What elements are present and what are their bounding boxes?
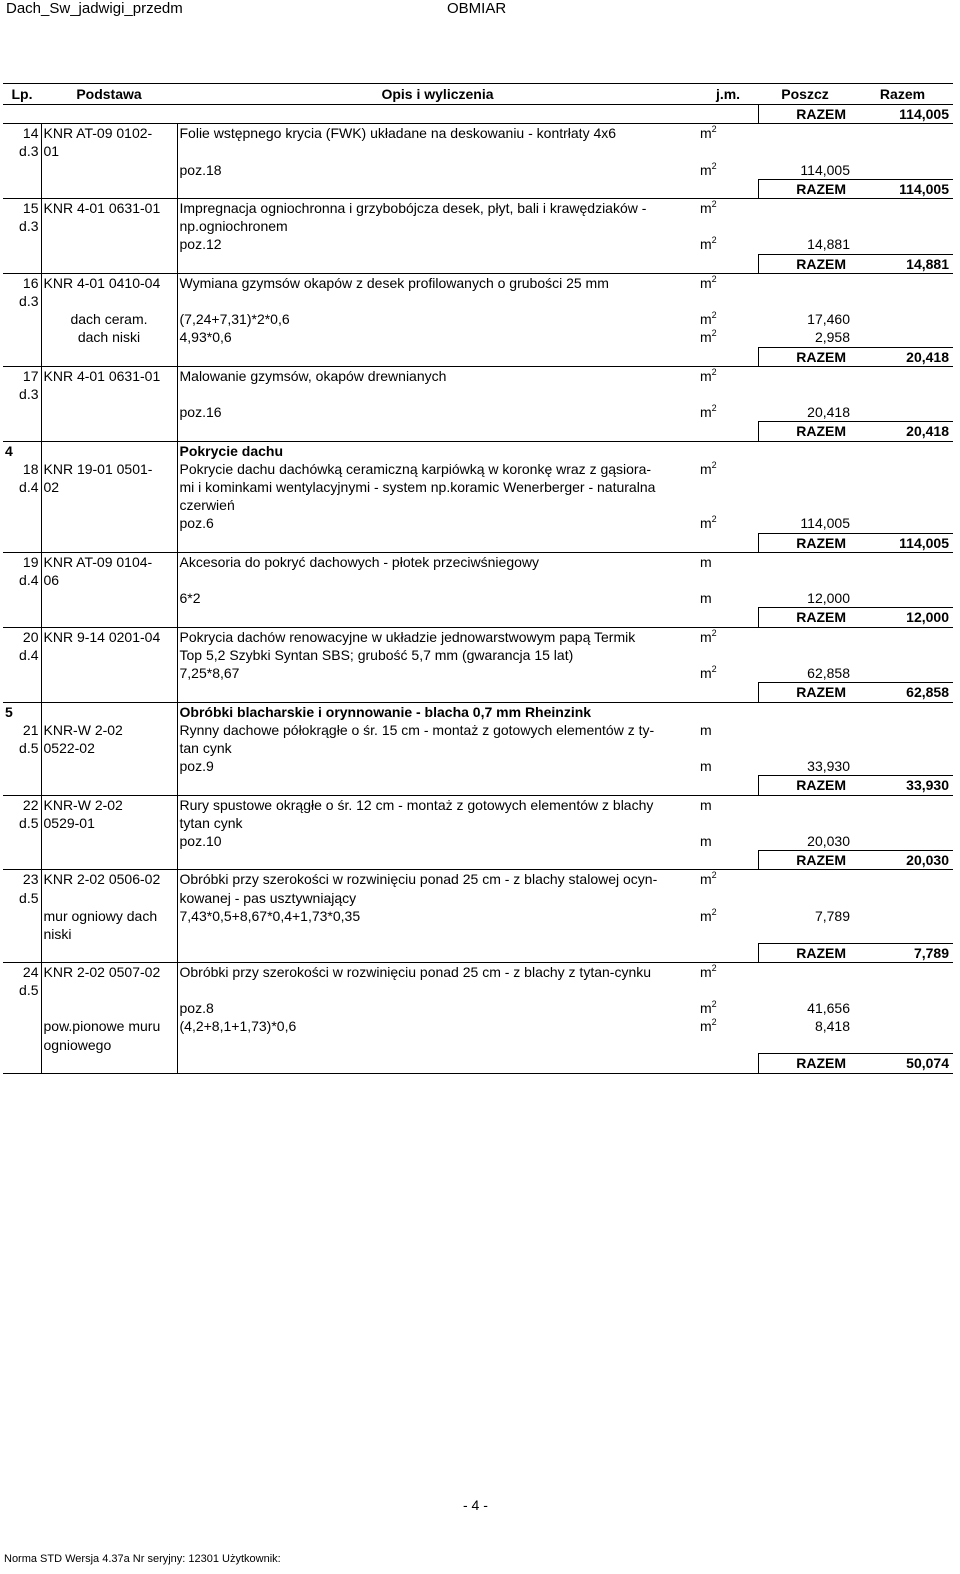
calc-row: poz.18 $m^2$ 114,005 <box>3 161 953 180</box>
item-description: Impregnacja ogniochronna i grzybobójcza desek, płyt, bali i krawędziaków - np.ogniochronem <box>177 199 698 236</box>
section-number: 4 <box>3 441 41 460</box>
razem-row: RAZEM 50,074 <box>3 1054 953 1073</box>
calc-row: poz.8 $m^2$ 41,656 <box>3 999 953 1017</box>
col-poszcz: Poszcz <box>758 84 852 105</box>
calc-row: pow.pionowe muru ogniowego (4,2+8,1+1,73)*0,6 $m^2$ 8,418 <box>3 1017 953 1053</box>
razem-row <box>3 105 953 124</box>
calc-row: poz.16 $m^2$ 20,418 <box>3 403 953 422</box>
calc-row: poz.10 m 20,030 <box>3 832 953 851</box>
table-row: 24 d.5 KNR 2-02 0507-02 Obróbki przy szerokości w rozwinięciu ponad 25 cm - z blachy z tytan-cynku $m^2$ <box>3 962 953 999</box>
razem-row: RAZEM 12,000 <box>3 608 953 627</box>
calc-row: 7,25*8,67 $m^2$ 62,858 <box>3 664 953 683</box>
calc-row: mur ogniowy dach niski 7,43*0,5+8,67*0,4+1,73*0,35 $m^2$ 7,789 <box>3 907 953 943</box>
footer: Norma STD Wersja 4.37a Nr seryjny: 12301 Użytkownik: <box>4 1553 281 1565</box>
section-row <box>3 441 953 460</box>
calc-row: 6*2 m 12,000 <box>3 589 953 608</box>
table-row: 18 d.4 KNR 19-01 0501- 02 Pokrycie dachu dachówką ceramiczną karpiówką w koronkę wraz z gąsiora- mi i kominkami wentylacyjnymi - system np.koramic Wenerberger - naturalna czerwień $m^2$ <box>19 459 717 514</box>
razem-label: RAZEM <box>758 105 852 124</box>
section-row: 5 Obróbki blacharskie i orynnowanie - blacha 0,7 mm Rheinzink <box>3 702 953 721</box>
cost-table <box>3 83 953 1074</box>
razem-row: RAZEM 62,858 <box>3 683 953 702</box>
calc-row: poz.9 m 33,930 <box>3 757 953 776</box>
item-lp: 14 d.3 <box>3 124 41 161</box>
col-razem: Razem <box>852 84 953 105</box>
item-description: Folie wstępnego krycia (FWK) układane na deskowaniu - kontrłaty 4x6 <box>177 124 698 161</box>
calc-value: 114,005 <box>800 161 850 178</box>
section-title: Pokrycie dachu <box>177 441 698 460</box>
razem-row: RAZEM 14,881 <box>3 254 953 273</box>
col-opis: Opis i wyliczenia <box>177 84 698 105</box>
table-row <box>3 124 953 161</box>
razem-row: RAZEM 20,418 <box>3 347 953 366</box>
razem-row: RAZEM 20,418 <box>3 422 953 441</box>
item-unit: $m^2$ <box>698 124 758 161</box>
table-row: 17 d.3 KNR 4-01 0631-01 Malowanie gzymsów, okapów drewnianych $m^2$ <box>3 366 953 403</box>
razem-row: RAZEM 7,789 <box>3 943 953 962</box>
document-title: Dach_Sw_jadwigi_przedm <box>6 0 183 17</box>
table-row: 20 d.4 KNR 9-14 0201-04 Pokrycia dachów renowacyjne w układzie jednowarstwowym papą Termik Top 5,2 Szybki Syntan SBS; grubość 5,7 mm (gwarancja 15 lat) $m^2$ <box>3 627 953 664</box>
calc-row: poz.6 $m^2$ 114,005 <box>3 514 953 533</box>
table-row: 19 d.4 KNR AT-09 0104- 06 Akcesoria do pokryć dachowych - płotek przeciwśniegowy m <box>3 552 953 589</box>
table-header <box>3 84 953 105</box>
col-podstawa: Podstawa <box>41 84 177 105</box>
calc-row: dach ceram. (7,24+7,31)*2*0,6 $m^2$ 17,460 <box>3 310 953 328</box>
table-row: 21 d.5 KNR-W 2-02 0522-02 Rynny dachowe półokrągłe o śr. 15 cm - montaż z gotowych elementów z ty- tan cynk m <box>19 721 712 756</box>
calc-expression: poz.18 <box>177 161 698 180</box>
document-type: OBMIAR <box>447 0 507 17</box>
item-podstawa: KNR AT-09 0102- 01 <box>41 124 177 161</box>
razem-row: RAZEM 114,005 <box>3 533 953 552</box>
col-lp: Lp. <box>3 84 41 105</box>
table-row: 16 d.3 KNR 4-01 0410-04 Wymiana gzymsów okapów z desek profilowanych o grubości 25 mm $m^2$ <box>3 273 953 310</box>
calc-row: poz.12 $m^2$ 14,881 <box>3 235 953 254</box>
table-row: 22 d.5 KNR-W 2-02 0529-01 Rury spustowe okrągłe o śr. 12 cm - montaż z gotowych elementów z blachy tytan cynk m <box>3 795 953 832</box>
section-title: Obróbki blacharskie i orynnowanie - blacha 0,7 mm Rheinzink <box>177 702 698 721</box>
calc-label: dach ceram. <box>41 310 177 328</box>
razem-value: 114,005 <box>852 105 953 124</box>
razem-row: RAZEM 33,930 <box>3 776 953 795</box>
razem-value: 114,005 <box>852 179 953 198</box>
col-jm: j.m. <box>698 84 758 105</box>
page-number: - 4 - <box>463 1497 488 1513</box>
razem-row: RAZEM 20,030 <box>3 851 953 870</box>
calc-row: dach niski 4,93*0,6 $m^2$ 2,958 <box>3 328 953 347</box>
table-row: 23 d.5 KNR 2-02 0506-02 Obróbki przy szerokości w rozwinięciu ponad 25 cm - z blachy stalowej ocyn- kowanej - pas usztywniający $m^2$ <box>3 870 953 907</box>
table-row: 15 d.3 KNR 4-01 0631-01 Impregnacja ogniochronna i grzybobójcza desek, płyt, bali i krawędziaków - np.ogniochronem $m^2$ <box>3 199 953 236</box>
razem-row: RAZEM 114,005 <box>3 179 953 198</box>
